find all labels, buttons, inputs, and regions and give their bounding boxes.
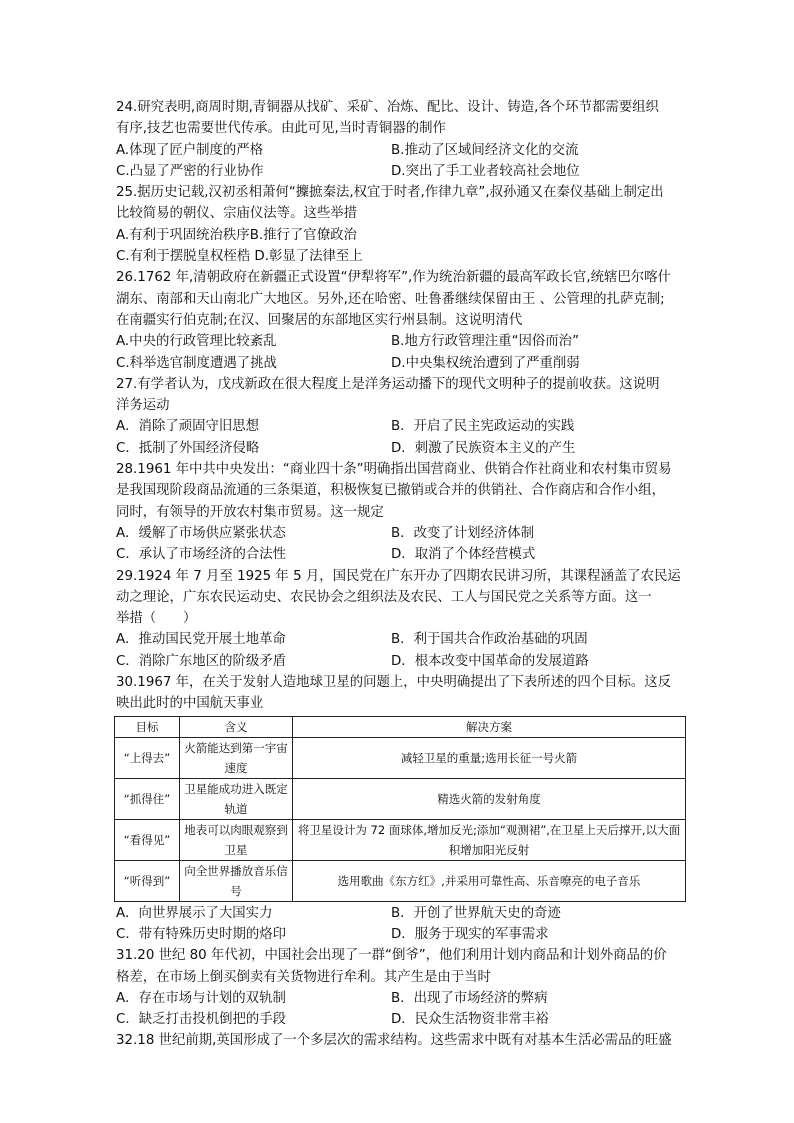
table-cell-meaning: 卫星能成功进入既定轨道: [180, 778, 293, 819]
question-stem: 32.18 世纪前期,英国形成了一个多层次的需求结构。这些需求中既有对基本生活必需品的旺盛: [116, 1033, 672, 1049]
option-b: B．开启了民主宪政运动的实践: [391, 419, 575, 435]
option-a: A．存在市场与计划的双轨制: [116, 990, 286, 1006]
option-c: C．带有特殊历史时期的烙印: [116, 926, 287, 942]
question-stem: 比较简易的朝仪、宗庙仪法等。这些举措: [116, 206, 358, 222]
table-cell-goal: “上得去”: [115, 737, 180, 778]
option-a: A．向世界展示了大国实力: [116, 905, 273, 921]
question-29: [116, 566, 686, 672]
option-c: C.凸显了严密的行业协作: [116, 163, 264, 179]
option-a: A．推动国民党开展土地革命: [116, 632, 286, 648]
option-d: D.突出了手工业者较高社会地位: [391, 163, 580, 179]
exam-page: [116, 97, 686, 1052]
table-row: [115, 778, 686, 819]
table-cell-meaning: 向全世界播放音乐信号: [180, 860, 293, 901]
option-d: D．根本改变中国革命的发展道路: [391, 653, 589, 669]
option-c: C．缺乏打击投机倒把的手段: [116, 1012, 287, 1028]
table-cell-goal: “抓得住”: [115, 778, 180, 819]
option-d: D．取消了个体经营模式: [391, 547, 536, 563]
option-b: B．出现了市场经济的弊病: [391, 990, 548, 1006]
question-24: [116, 97, 686, 182]
option-c: C．抵制了外国经济侵略: [116, 440, 260, 456]
question-stem: 在南疆实行伯克制;在汉、回聚居的东部地区实行州县制。这说明清代: [116, 312, 523, 328]
question-stem: 洋务运动: [116, 398, 170, 414]
option-line-ab: A.有利于巩固统治秩序B.推行了官僚政治: [116, 227, 357, 243]
table-cell-solution: 精选火箭的发射角度: [293, 778, 686, 819]
table-row: [115, 737, 686, 778]
option-b: B.推动了区域间经济文化的交流: [391, 142, 579, 158]
option-a: A.体现了匠户制度的严格: [116, 142, 264, 158]
option-d: D．民众生活物资非常丰裕: [391, 1012, 549, 1028]
option-a: A．消除了顽固守旧思想: [116, 419, 260, 435]
question-25: [116, 182, 686, 267]
table-row: [115, 860, 686, 901]
question-stem: 24.研究表明,商周时期,青铜器从找矿、采矿、冶炼、配比、设计、铸造,各个环节都需要组织: [116, 100, 659, 115]
question-stem: 31.20 世纪 80 年代初，中国社会出现了一群“倒爷”，他们利用计划内商品和计划外商品的价: [116, 948, 667, 964]
question-stem: 27.有学者认为，戊戌新政在很大程度上是洋务运动播下的现代文明种子的提前收获。这说明: [116, 376, 660, 392]
option-d: D．刺激了民族资本主义的产生: [391, 440, 576, 456]
option-a: A．缓解了市场供应紧张状态: [116, 525, 286, 541]
question-26: [116, 267, 686, 373]
satellite-goals-table: [114, 716, 686, 902]
option-b: B.地方行政管理注重“因俗而治”: [391, 334, 580, 350]
table-header-row: [115, 716, 686, 737]
question-stem: 同时，有领导的开放农村集市贸易。这一规定: [116, 504, 384, 520]
question-stem: 28.1961 年中共中央发出：“商业四十条”明确指出国营商业、供销合作社商业和农村集市贸易: [116, 462, 672, 478]
table-header: 目标: [115, 716, 180, 737]
question-stem: 动之理论，广东农民运动史、农民协会之组织法及农民、工人与国民党之关系等方面。这一: [116, 589, 652, 605]
question-stem: 格差，在市场上倒买倒卖有关货物进行牟利。其产生是由于当时: [116, 969, 491, 985]
question-stem: 湖东、南部和天山南北广大地区。另外,还在哈密、吐鲁番继续保留由王 、公管理的扎萨克制;: [116, 291, 665, 307]
table-cell-goal: “听得到”: [115, 860, 180, 901]
question-stem: 有序,技艺也需要世代传承。由此可见,当时青铜器的制作: [116, 121, 446, 137]
question-stem: 举措（ ）: [116, 611, 197, 627]
option-d: D.中央集权统治遭到了严重削弱: [391, 355, 580, 371]
question-stem: 映出此时的中国航天事业: [116, 696, 264, 712]
question-27: [116, 374, 686, 459]
question-stem: 29.1924 年 7 月至 1925 年 5 月，国民党在广东开办了四期农民讲习所，其课程涵盖了农民运: [116, 568, 681, 584]
question-30: [116, 672, 686, 945]
option-a: A.中央的行政管理比较紊乱: [116, 334, 277, 350]
option-d: D．服务于现实的军事需求: [391, 926, 549, 942]
option-line-cd: C.有利于摆脱皇权桎梏 D.彰显了法律至上: [116, 249, 363, 265]
question-stem: 30.1967 年，在关于发射人造地球卫星的问题上，中央明确提出了下表所述的四个目标。这反: [116, 675, 672, 691]
question-28: [116, 459, 686, 565]
option-b: B．利于国共合作政治基础的巩固: [391, 632, 588, 648]
question-stem: 26.1762 年,清朝政府在新疆正式设置“伊犁将军”,作为统治新疆的最高军政长官,统辖巴尔喀什: [116, 270, 671, 286]
option-c: C．消除广东地区的阶级矛盾: [116, 653, 287, 669]
table-cell-solution: 减轻卫星的重量;选用长征一号火箭: [293, 737, 686, 778]
option-b: B．改变了计划经济体制: [391, 525, 535, 541]
option-c: C．承认了市场经济的合法性: [116, 547, 287, 563]
question-stem: 是我国现阶段商品流通的三条渠道，积极恢复已撤销或合并的供销社、合作商店和合作小组，: [116, 483, 666, 499]
table-cell-meaning: 火箭能达到第一宇宙速度: [180, 737, 293, 778]
table-cell-solution: 将卫星设计为 72 面球体,增加反光;添加“观测裙”,在卫星上天后撑开,以大面积增加阳光反射: [293, 819, 686, 860]
table-row: [115, 819, 686, 860]
question-32: [116, 1030, 686, 1051]
option-b: B．开创了世界航天史的奇迹: [391, 905, 561, 921]
table-cell-goal: “看得见”: [115, 819, 180, 860]
table-cell-solution: 选用歌曲《东方红》,并采用可靠性高、乐音嘹亮的电子音乐: [293, 860, 686, 901]
table-header: 解决方案: [293, 716, 686, 737]
table-cell-meaning: 地表可以肉眼观察到卫星: [180, 819, 293, 860]
question-31: [116, 945, 686, 1030]
table-header: 含义: [180, 716, 293, 737]
question-stem: 25.据历史记载,汉初丞相萧何“攈摭秦法,权宜于时者,作律九章”,叔孙通又在秦仪基础上制定出: [116, 185, 664, 201]
option-c: C.科举选官制度遭遇了挑战: [116, 355, 277, 371]
